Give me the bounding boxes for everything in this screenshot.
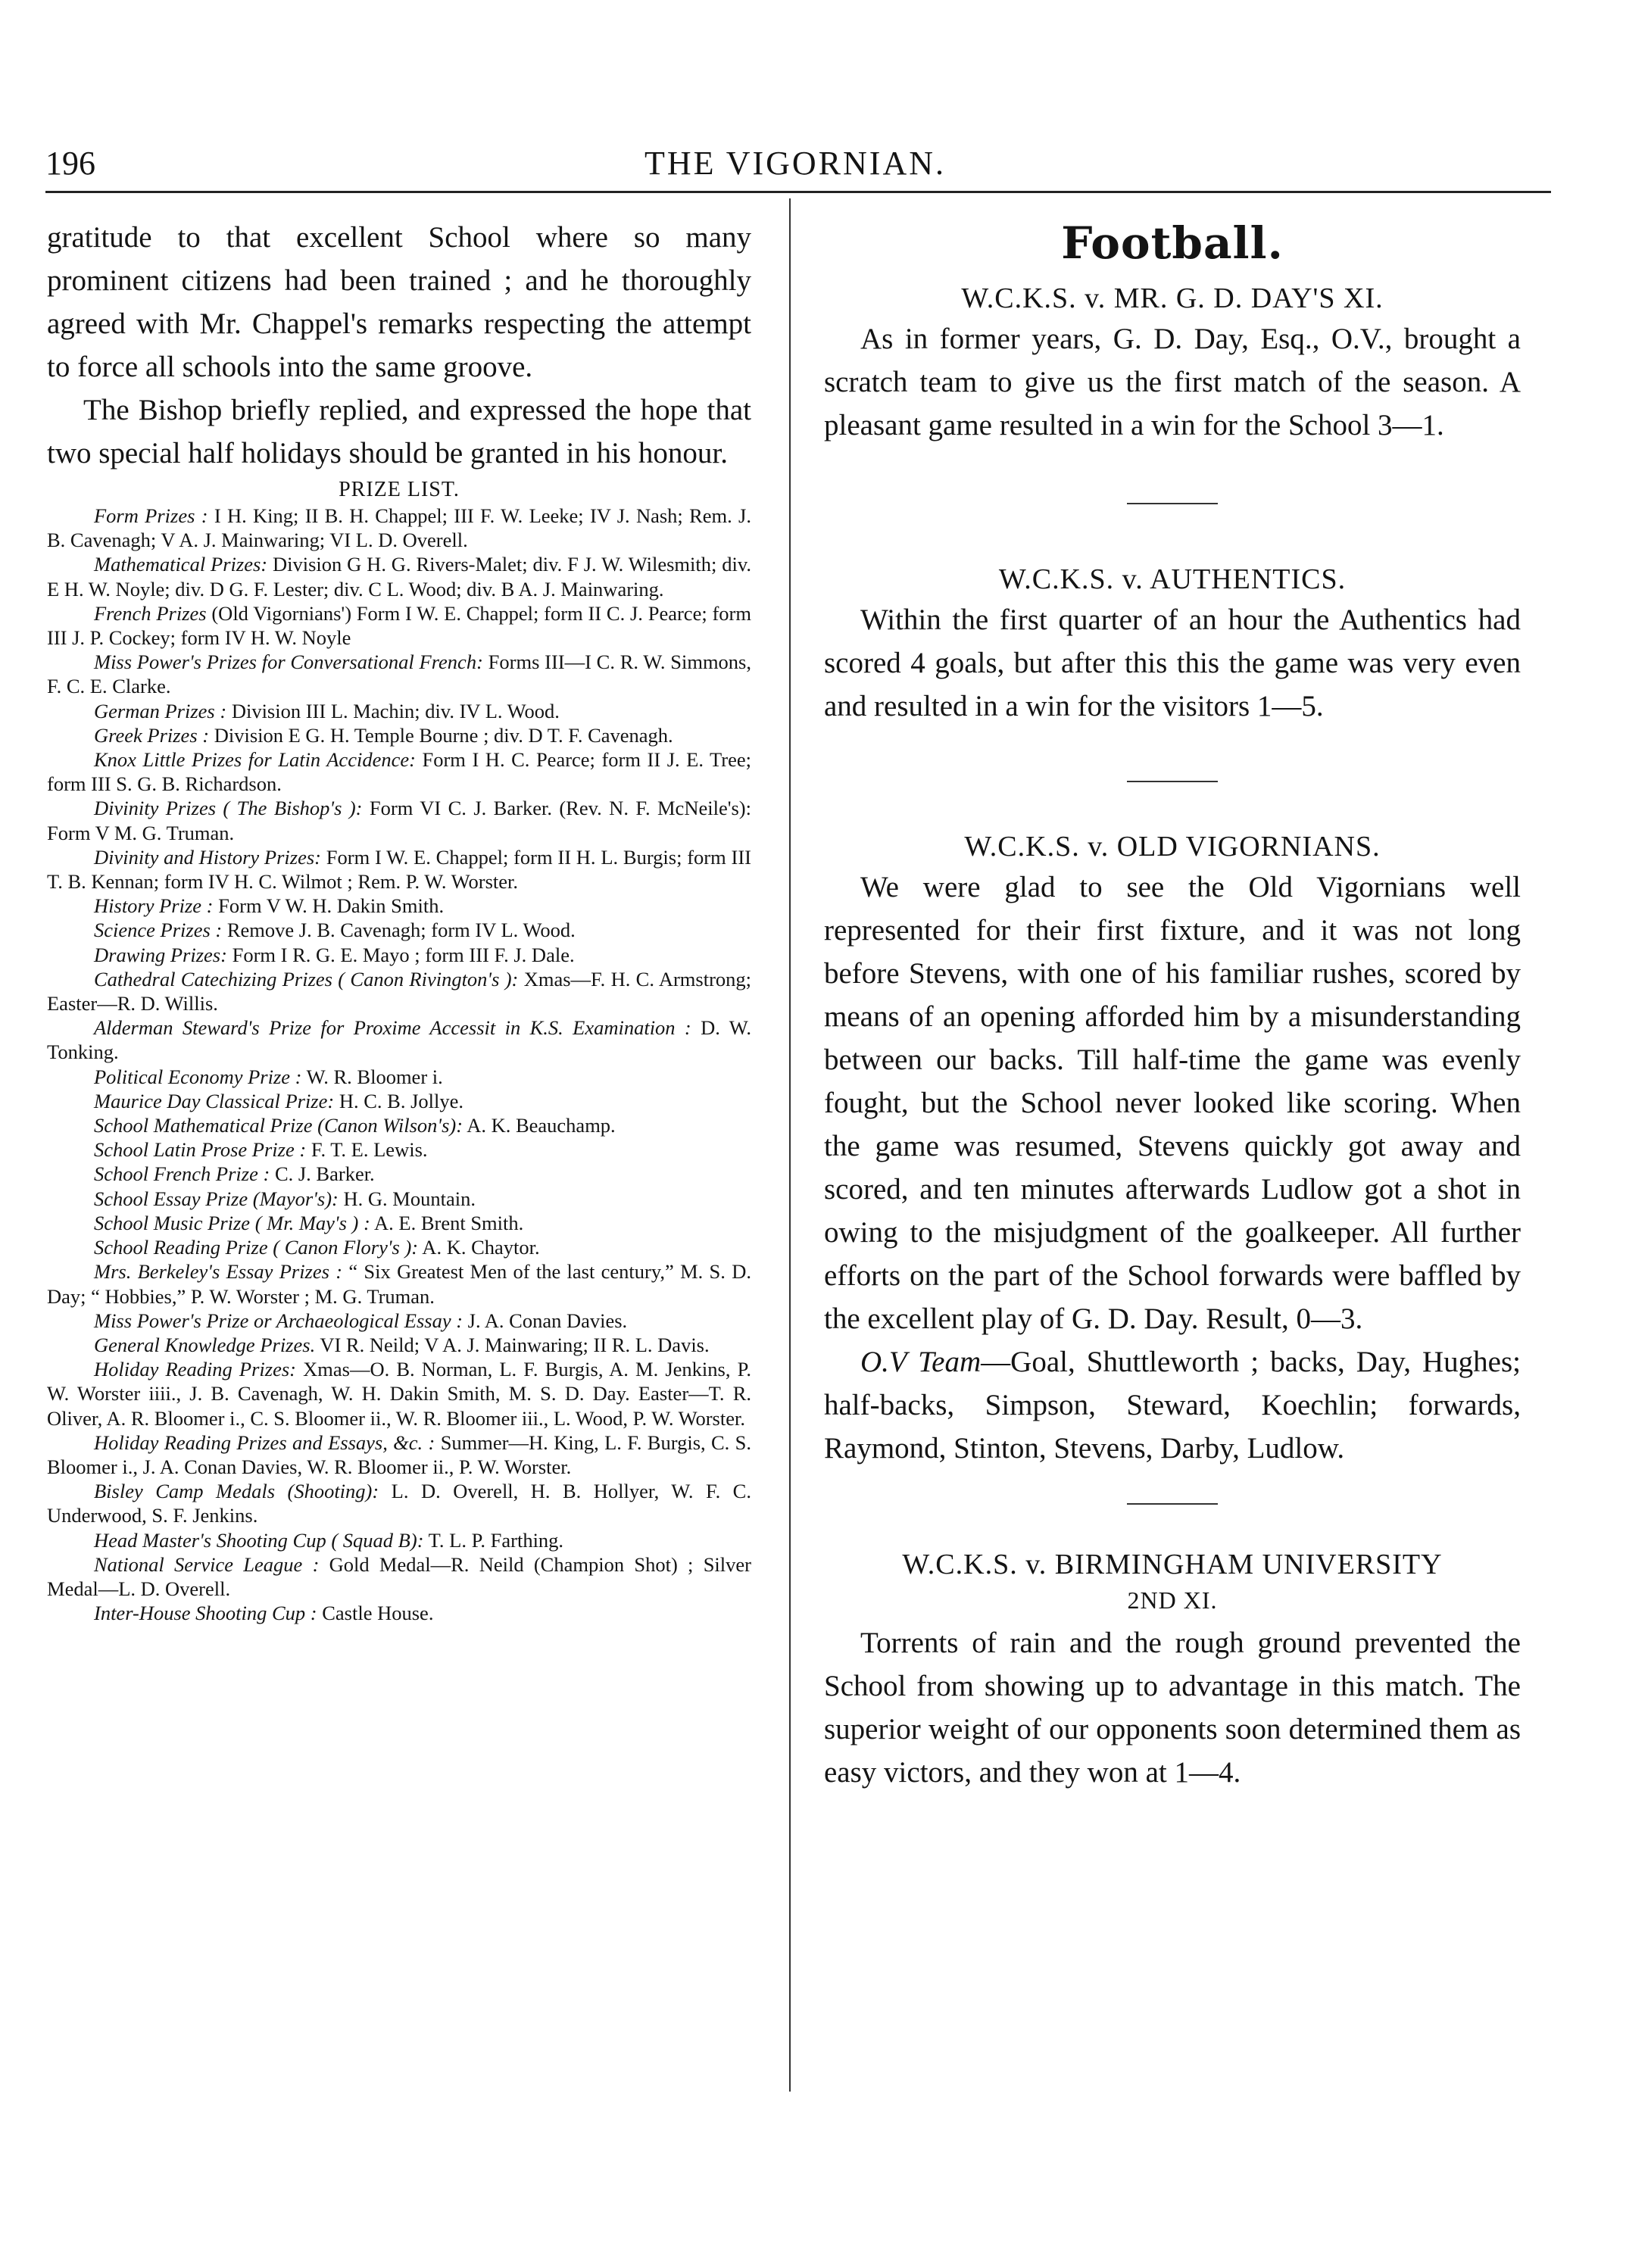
prize-category: National Service League : bbox=[94, 1552, 320, 1576]
match-authentics bbox=[824, 560, 1521, 728]
prize-winners: VI R. Neild; V A. J. Mainwaring; II R. L. Davis. bbox=[315, 1333, 710, 1356]
match-subtitle: 2ND XI. bbox=[1127, 1586, 1218, 1614]
match-title: W.C.K.S. v. OLD VIGORNIANS. bbox=[964, 831, 1381, 863]
prize-entry bbox=[47, 601, 751, 650]
prize-category: History Prize : bbox=[94, 894, 214, 918]
prize-entry bbox=[47, 1235, 751, 1259]
prize-winners: T. L. P. Farthing. bbox=[423, 1528, 564, 1552]
prize-winners: Xmas—F. H. C. Armstrong; Easter—R. D. Willis. bbox=[47, 967, 752, 1015]
page-header bbox=[45, 144, 1545, 189]
prize-category: Form Prizes : bbox=[94, 504, 208, 527]
prize-entry bbox=[47, 1552, 751, 1601]
match-title: W.C.K.S. v. MR. G. D. DAY'S XI. bbox=[961, 282, 1384, 314]
prize-list bbox=[47, 504, 751, 1625]
prize-category: Bisley Camp Medals (Shooting): bbox=[94, 1480, 379, 1503]
prize-category: Cathedral Catechizing Prizes ( Canon Rivington's ): bbox=[94, 967, 519, 990]
prize-winners: A. K. Chaytor. bbox=[418, 1236, 540, 1259]
team-text: —Goal, Shuttleworth ; backs, Day, Hughes; half-backs, Simpson, Steward, Koechlin; forwards, Raymond, Stinton, Stevens, Darby, Ludlow. bbox=[824, 1346, 1521, 1465]
prize-entry bbox=[47, 1015, 751, 1064]
prize-entry bbox=[47, 943, 751, 967]
prize-entry bbox=[47, 1137, 751, 1162]
prize-winners: Division E G. H. Temple Bourne ; div. D T. F. Cavenagh. bbox=[209, 723, 673, 747]
prize-entry bbox=[47, 552, 751, 601]
prize-entry bbox=[47, 1309, 751, 1333]
speech-paragraph: gratitude to that excellent School where so many prominent citizens had been trained ; and he thoroughly agreed with Mr. Chappel's remarks respecting the attempt to force all schools into the same groove. bbox=[47, 221, 751, 383]
prize-category: Divinity Prizes ( The Bishop's ): bbox=[94, 797, 363, 820]
prize-winners: J. A. Conan Davies. bbox=[463, 1309, 628, 1332]
prize-entry bbox=[47, 1065, 751, 1089]
prize-entry bbox=[47, 1528, 751, 1552]
prize-winners: Division G H. G. Rivers-Malet; div. F J. W. Wilesmith; div. E H. W. Noyle; div. D G. F. Lester; div. C L. Wood; div. B A. J. Mainwaring. bbox=[47, 553, 752, 601]
prize-entry bbox=[47, 918, 751, 942]
match-title: W.C.K.S. v. BIRMINGHAM UNIVERSITY bbox=[902, 1549, 1443, 1580]
match-report: Torrents of rain and the rough ground prevented the School from showing up to advantage in this match. The superior weight of our opponents soon determined them as easy victors, and they won at 1—4. bbox=[824, 1627, 1521, 1789]
prize-winners: A. K. Beauchamp. bbox=[463, 1114, 616, 1137]
team-label: O.V Team bbox=[860, 1346, 982, 1378]
prize-category: Divinity and History Prizes: bbox=[94, 845, 321, 869]
prize-category: Miss Power's Prizes for Conversational French: bbox=[94, 650, 483, 674]
prize-category: Greek Prizes : bbox=[94, 723, 210, 747]
prize-category: Alderman Steward's Prize for Proxime Accessit in K.S. Examination : bbox=[94, 1016, 691, 1040]
prize-winners: Summer—H. King, L. F. Burgis, C. S. Bloomer i., J. A. Conan Davies, W. R. Bloomer ii., P. W. Worster. bbox=[47, 1430, 751, 1478]
prize-entry bbox=[47, 845, 751, 894]
match-old-vigornians bbox=[824, 828, 1521, 1470]
prize-entry bbox=[47, 796, 751, 844]
prize-winners: Forms III—I C. R. W. Simmons, F. C. E. Clarke. bbox=[47, 650, 751, 698]
prize-entry bbox=[47, 1601, 751, 1625]
prize-category: School Music Prize ( Mr. May's ) : bbox=[94, 1211, 370, 1234]
prize-entry bbox=[47, 699, 751, 723]
prize-category: French Prizes bbox=[94, 601, 207, 625]
prize-winners: H. G. Mountain. bbox=[338, 1187, 476, 1210]
prize-winners: Castle House. bbox=[317, 1602, 434, 1625]
prize-winners: C. J. Barker. bbox=[270, 1162, 375, 1186]
prize-category: School Essay Prize (Mayor's): bbox=[94, 1187, 339, 1210]
prize-category: School French Prize : bbox=[94, 1162, 270, 1186]
prize-list-title: PRIZE LIST. bbox=[339, 478, 460, 501]
prize-entry bbox=[47, 1162, 751, 1186]
page-number: 196 bbox=[45, 145, 95, 182]
prize-entry bbox=[47, 1187, 751, 1211]
prize-category: Mathematical Prizes: bbox=[94, 553, 268, 576]
prize-category: General Knowledge Prizes. bbox=[94, 1333, 316, 1356]
prize-entry bbox=[47, 1211, 751, 1235]
prize-winners: Gold Medal—R. Neild (Champion Shot) ; Silver Medal—L. D. Overell. bbox=[47, 1552, 751, 1600]
prize-category: Drawing Prizes: bbox=[94, 943, 227, 966]
section-divider bbox=[1127, 1503, 1218, 1505]
section-divider bbox=[1127, 781, 1218, 782]
prize-winners: Xmas—O. B. Norman, L. F. Burgis, A. M. Jenkins, P. W. Worster iiii., J. B. Cavenagh, W. H. Dakin Smith, M. S. D. Day. Easter—T. R. Oliver, A. R. Bloomer i., C. S. Bloomer ii., W. R. Bloomer iii., L. Wood, P. W. Worster. bbox=[47, 1358, 752, 1430]
prize-category: Science Prizes : bbox=[94, 919, 223, 942]
prize-entry bbox=[47, 1089, 751, 1113]
prize-winners: H. C. B. Jollye. bbox=[334, 1089, 464, 1112]
match-birmingham bbox=[824, 1546, 1521, 1794]
prize-winners: I H. King; II B. H. Chappel; III F. W. Leeke; IV J. Nash; Rem. J. B. Cavenagh; V A. J. Mainwaring; VI L. D. Overell. bbox=[47, 504, 751, 552]
prize-category: School Latin Prose Prize : bbox=[94, 1138, 307, 1162]
prize-category: Holiday Reading Prizes: bbox=[94, 1358, 297, 1381]
prize-winners: Form I R. G. E. Mayo ; form III F. J. Dale. bbox=[226, 943, 575, 966]
prize-winners: L. D. Overell, H. B. Hollyer, W. F. C. Underwood, S. F. Jenkins. bbox=[47, 1480, 751, 1527]
prize-entry bbox=[47, 650, 751, 698]
prize-entry bbox=[47, 504, 751, 552]
left-column bbox=[47, 216, 751, 1625]
prize-winners: Form V W. H. Dakin Smith. bbox=[213, 894, 445, 918]
match-report: As in former years, G. D. Day, Esq., O.V., brought a scratch team to give us the first match of the season. A pleasant game resulted in a win for the School 3—1. bbox=[824, 323, 1521, 441]
section-divider bbox=[1127, 503, 1218, 504]
prize-entry bbox=[47, 1357, 751, 1430]
prize-winners: F. T. E. Lewis. bbox=[306, 1138, 428, 1162]
match-report: We were glad to see the Old Vigornians well represented for their first fixture, and it was not long before Stevens, with one of his familiar rushes, scored by means of an opening afforded him by a misunderstanding between our backs. Till half-time the game was evenly fought, but the School never looked like scoring. When the game was resumed, Stevens quickly got away and scored, and ten minutes afterwards Ludlow got a shot in owing to the misjudgment of the goalkeeper. All further efforts on the part of the School forwards were baffled by the excellent play of G. D. Day. Result, 0—3. bbox=[824, 871, 1521, 1335]
prize-entry bbox=[47, 967, 751, 1015]
prize-winners: (Old Vigornians') Form I W. E. Chappel; form II C. J. Pearce; form III J. P. Cockey; form IV H. W. Noyle bbox=[47, 601, 751, 650]
prize-winners: Form I H. C. Pearce; form II J. E. Tree; form III S. G. B. Richardson. bbox=[47, 748, 752, 796]
prize-winners: W. R. Bloomer i. bbox=[301, 1065, 443, 1088]
header-rule bbox=[45, 191, 1551, 193]
prize-entry bbox=[47, 1430, 751, 1479]
prize-entry bbox=[47, 723, 751, 747]
prize-category: Head Master's Shooting Cup ( Squad B): bbox=[94, 1528, 424, 1552]
prize-category: Political Economy Prize : bbox=[94, 1065, 302, 1088]
column-divider bbox=[789, 198, 791, 2092]
prize-entry bbox=[47, 747, 751, 796]
team-list bbox=[824, 1340, 1521, 1470]
prize-entry bbox=[47, 1333, 751, 1357]
prize-winners: Form I W. E. Chappel; form II H. L. Burgis; form III T. B. Kennan; form IV H. C. Wilmot ; Rem. P. W. Worster. bbox=[47, 845, 751, 894]
prize-winners: Division III L. Machin; div. IV L. Wood. bbox=[226, 699, 560, 722]
prize-category: School Reading Prize ( Canon Flory's ): bbox=[94, 1236, 419, 1259]
football-heading: Football. bbox=[1061, 217, 1284, 269]
prize-category: Miss Power's Prize or Archaeological Essay : bbox=[94, 1309, 463, 1332]
prize-winners: D. W. Tonking. bbox=[47, 1016, 751, 1064]
prize-winners: “ Six Greatest Men of the last century,” M. S. D. Day; “ Hobbies,” P. W. Worster ; M. G. Truman. bbox=[47, 1260, 751, 1308]
prize-winners: Form VI C. J. Barker. (Rev. N. F. McNeile's): Form V M. G. Truman. bbox=[47, 797, 751, 844]
prize-category: Knox Little Prizes for Latin Accidence: bbox=[94, 748, 416, 772]
prize-entry bbox=[47, 1113, 751, 1137]
prize-category: School Mathematical Prize (Canon Wilson's): bbox=[94, 1114, 463, 1137]
match-title: W.C.K.S. v. AUTHENTICS. bbox=[998, 563, 1347, 595]
right-column bbox=[824, 216, 1521, 1794]
prize-category: German Prizes : bbox=[94, 699, 227, 722]
prize-entry bbox=[47, 1479, 751, 1527]
prize-entry bbox=[47, 894, 751, 918]
prize-category: Mrs. Berkeley's Essay Prizes : bbox=[94, 1260, 343, 1284]
prize-category: Maurice Day Classical Prize: bbox=[94, 1089, 335, 1112]
journal-title: THE VIGORNIAN. bbox=[644, 145, 947, 182]
prize-entry bbox=[47, 1259, 751, 1308]
match-day-xi bbox=[824, 279, 1521, 447]
prize-category: Inter-House Shooting Cup : bbox=[94, 1602, 317, 1625]
match-report: Within the first quarter of an hour the Authentics had scored 4 goals, but after this this the game was very even and resulted in a win for the visitors 1—5. bbox=[824, 604, 1521, 722]
prize-category: Holiday Reading Prizes and Essays, &c. : bbox=[94, 1430, 435, 1454]
prize-winners: Remove J. B. Cavenagh; form IV L. Wood. bbox=[222, 919, 576, 942]
bishop-paragraph: The Bishop briefly replied, and expressed the hope that two special half holidays should be granted in his honour. bbox=[47, 394, 751, 470]
prize-winners: A. E. Brent Smith. bbox=[370, 1211, 524, 1234]
